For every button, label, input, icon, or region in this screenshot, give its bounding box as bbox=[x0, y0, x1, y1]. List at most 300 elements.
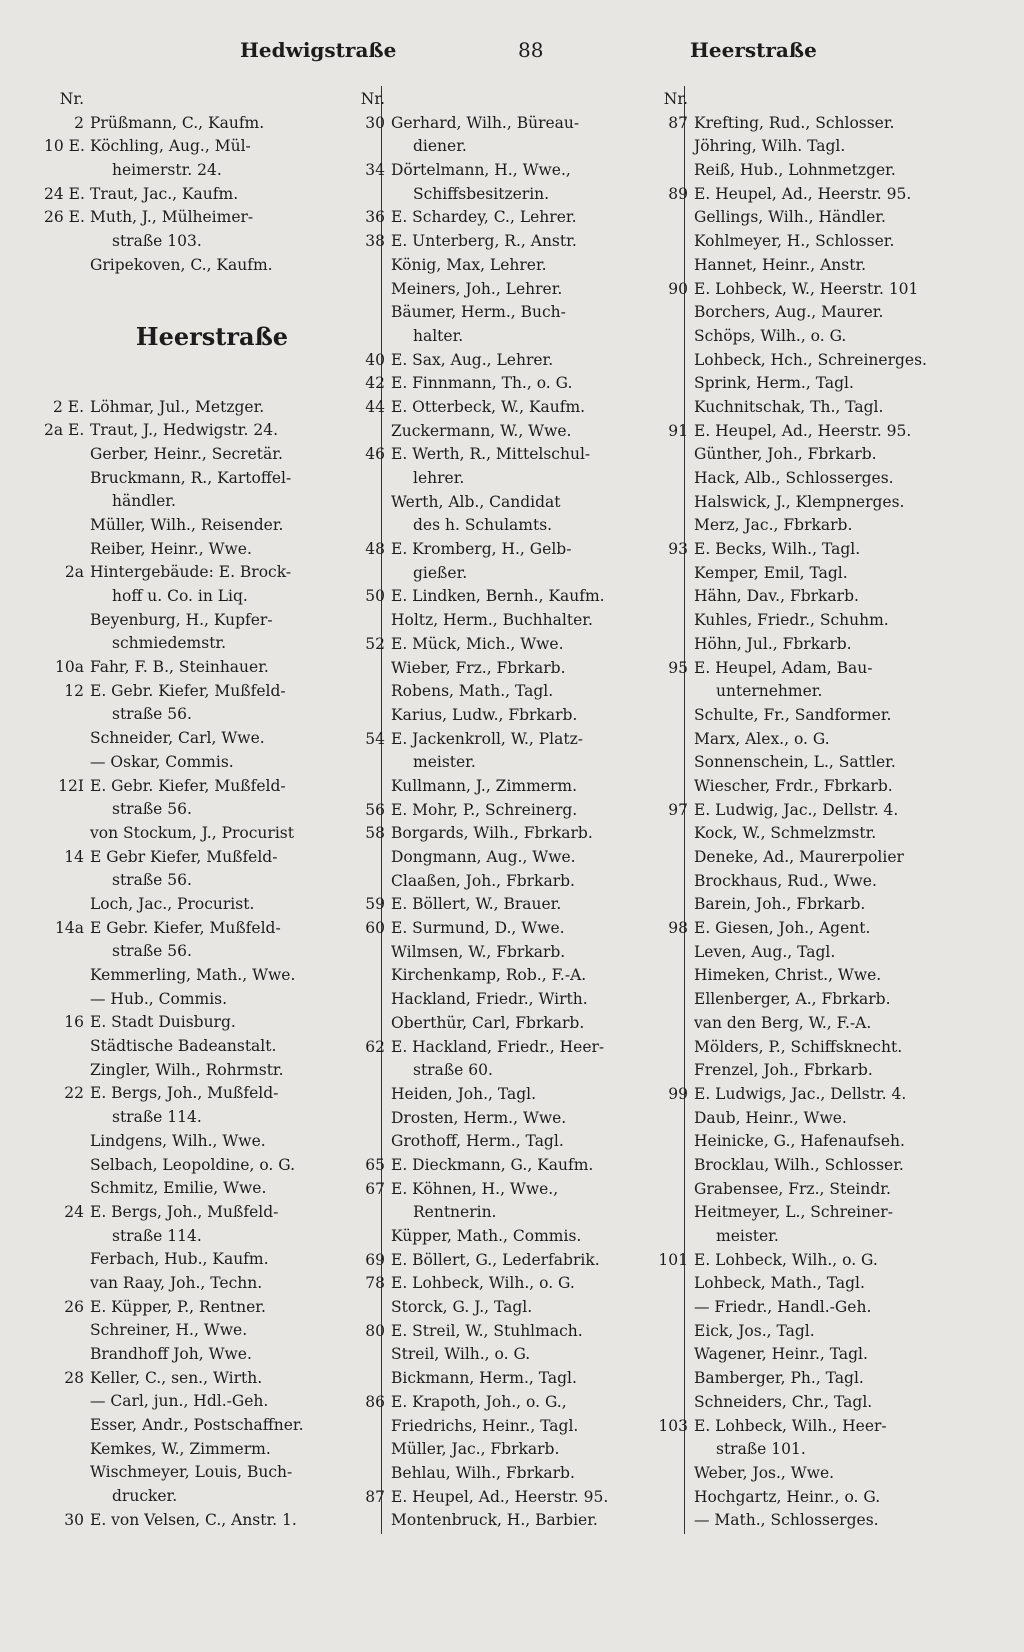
resident-text: Meiners, Joh., Lehrer. bbox=[391, 279, 563, 298]
directory-entry bbox=[648, 159, 988, 183]
directory-entry bbox=[44, 1011, 380, 1035]
directory-entry bbox=[345, 514, 681, 538]
house-number bbox=[44, 1177, 90, 1201]
directory-entry bbox=[345, 728, 681, 752]
resident-text: Streil, Wilh., o. G. bbox=[391, 1345, 531, 1364]
directory-entry bbox=[648, 491, 988, 515]
resident-text: Bruckmann, R., Kartoffel- bbox=[90, 468, 292, 487]
directory-entry bbox=[345, 1272, 681, 1296]
directory-entry bbox=[345, 585, 681, 609]
resident-text: Wagener, Heinr., Tagl. bbox=[694, 1345, 868, 1364]
resident-text: Kohlmeyer, H., Schlosser. bbox=[694, 232, 895, 251]
directory-entry bbox=[648, 514, 988, 538]
house-number bbox=[648, 1391, 694, 1415]
directory-entry bbox=[44, 514, 380, 538]
resident-text: E. Lohbeck, Wilh., o. G. bbox=[391, 1274, 575, 1293]
resident-text: Halswick, J., Klempnerges. bbox=[694, 492, 905, 511]
resident-text: E. Gebr. Kiefer, Mußfeld- bbox=[90, 776, 286, 795]
resident-text: Bäumer, Herm., Buch- bbox=[391, 303, 566, 322]
resident-text: E. Unterberg, R., Anstr. bbox=[391, 232, 577, 251]
directory-entry bbox=[345, 846, 681, 870]
house-number bbox=[44, 467, 90, 491]
house-number: 10a bbox=[55, 658, 84, 677]
house-number bbox=[44, 254, 90, 278]
resident-text: E. Lindken, Bernh., Kaufm. bbox=[391, 587, 605, 606]
resident-text: E. Surmund, D., Wwe. bbox=[391, 919, 565, 938]
resident-text: Traut, Jac., Kaufm. bbox=[90, 184, 239, 203]
house-number: 40 bbox=[365, 350, 385, 369]
house-number bbox=[345, 1415, 391, 1439]
house-number bbox=[44, 538, 90, 562]
directory-entry bbox=[345, 1320, 681, 1344]
directory-entry bbox=[648, 1509, 988, 1533]
house-number bbox=[648, 988, 694, 1012]
directory-entry bbox=[648, 1107, 988, 1131]
directory-entry bbox=[44, 230, 380, 254]
directory-entry bbox=[648, 988, 988, 1012]
resident-text: Fahr, F. B., Steinhauer. bbox=[90, 658, 269, 677]
house-number bbox=[44, 1438, 90, 1462]
house-number: Nr. bbox=[59, 90, 84, 108]
house-number: 101 bbox=[658, 1250, 688, 1269]
house-number bbox=[44, 514, 90, 538]
house-number bbox=[648, 1462, 694, 1486]
resident-text: E. Ludwigs, Jac., Dellstr. 4. bbox=[694, 1084, 907, 1103]
house-number bbox=[648, 562, 694, 586]
house-number: 95 bbox=[668, 658, 688, 677]
house-number bbox=[44, 609, 90, 633]
directory-entry bbox=[345, 1296, 681, 1320]
directory-entry bbox=[44, 680, 380, 704]
resident-text: Hintergebäude: E. Brock- bbox=[90, 563, 292, 582]
house-number bbox=[44, 798, 90, 822]
directory-entry bbox=[44, 751, 380, 775]
house-number: 14 bbox=[64, 847, 84, 866]
house-number bbox=[648, 1367, 694, 1391]
directory-entry bbox=[345, 1391, 681, 1415]
directory-entry bbox=[44, 893, 380, 917]
house-number bbox=[648, 680, 694, 704]
directory-entry bbox=[345, 135, 681, 159]
house-number: 48 bbox=[365, 540, 385, 559]
resident-text: Sprink, Herm., Tagl. bbox=[694, 374, 854, 393]
resident-text: Borchers, Aug., Maurer. bbox=[694, 303, 884, 322]
directory-entry bbox=[44, 1154, 380, 1178]
resident-text: Kullmann, J., Zimmerm. bbox=[391, 776, 578, 795]
house-number: 38 bbox=[365, 232, 385, 251]
directory-entry bbox=[345, 609, 681, 633]
house-number bbox=[44, 230, 90, 254]
directory-entry bbox=[44, 1461, 380, 1485]
house-number bbox=[345, 254, 391, 278]
directory-entry bbox=[44, 964, 380, 988]
resident-text: Schneider, Carl, Wwe. bbox=[90, 729, 265, 748]
house-number bbox=[648, 1509, 694, 1533]
directory-entry bbox=[345, 183, 681, 207]
resident-text: Grabensee, Frz., Steindr. bbox=[694, 1179, 891, 1198]
directory-entry bbox=[44, 1272, 380, 1296]
house-number bbox=[345, 562, 391, 586]
house-number bbox=[648, 1343, 694, 1367]
resident-text: des h. Schulamts. bbox=[413, 516, 553, 535]
directory-entry bbox=[44, 1438, 380, 1462]
house-number bbox=[345, 751, 391, 775]
house-number: 16 bbox=[64, 1013, 84, 1032]
resident-text: Wiescher, Frdr., Fbrkarb. bbox=[694, 776, 893, 795]
resident-text: E. Ludwig, Jac., Dellstr. 4. bbox=[694, 800, 899, 819]
column-1 bbox=[44, 88, 380, 1533]
resident-text: straße 56. bbox=[112, 871, 192, 890]
house-number bbox=[345, 1012, 391, 1036]
house-number bbox=[648, 443, 694, 467]
directory-entry bbox=[345, 230, 681, 254]
resident-text: von Stockum, J., Procurist bbox=[90, 823, 294, 842]
house-number bbox=[345, 420, 391, 444]
house-number: 69 bbox=[365, 1250, 385, 1269]
directory-entry bbox=[345, 420, 681, 444]
house-number: 10 E. bbox=[44, 137, 85, 156]
resident-text: Hack, Alb., Schlosserges. bbox=[694, 469, 894, 487]
directory-entry bbox=[345, 1178, 681, 1202]
house-number: 12 bbox=[64, 681, 84, 700]
resident-text: Kock, W., Schmelzmstr. bbox=[694, 824, 877, 843]
resident-text: E. Krapoth, Joh., o. G., bbox=[391, 1392, 567, 1411]
directory-entry bbox=[648, 183, 988, 207]
resident-text: Heitmeyer, L., Schreiner- bbox=[694, 1203, 893, 1222]
house-number bbox=[345, 1367, 391, 1391]
directory-entry bbox=[44, 727, 380, 751]
resident-text: Weber, Jos., Wwe. bbox=[694, 1463, 835, 1482]
directory-entry bbox=[345, 1083, 681, 1107]
resident-text: Brandhoff Joh, Wwe. bbox=[90, 1345, 252, 1363]
resident-text: Grothoff, Herm., Tagl. bbox=[391, 1132, 564, 1151]
house-number bbox=[44, 443, 90, 467]
resident-text: halter. bbox=[413, 326, 464, 345]
resident-text: Lindgens, Wilh., Wwe. bbox=[90, 1131, 266, 1150]
house-number bbox=[648, 349, 694, 373]
house-number bbox=[44, 159, 90, 183]
directory-entry bbox=[44, 1106, 380, 1130]
directory-entry bbox=[648, 1012, 988, 1036]
directory-entry bbox=[648, 680, 988, 704]
directory-entry bbox=[345, 1107, 681, 1131]
resident-text: E. Schardey, C., Lehrer. bbox=[391, 208, 577, 227]
house-number bbox=[345, 1462, 391, 1486]
house-number bbox=[345, 704, 391, 728]
house-number bbox=[44, 490, 90, 514]
directory-entry bbox=[648, 1059, 988, 1083]
resident-text: Heinicke, G., Hafenaufseh. bbox=[694, 1132, 905, 1151]
resident-text: — Oskar, Commis. bbox=[90, 752, 234, 771]
directory-entry bbox=[345, 159, 681, 183]
directory-entry bbox=[44, 112, 380, 136]
house-number bbox=[648, 1225, 694, 1249]
resident-text: Himeken, Christ., Wwe. bbox=[694, 966, 882, 985]
house-number bbox=[648, 822, 694, 846]
resident-text: Claaßen, Joh., Fbrkarb. bbox=[391, 871, 575, 890]
house-number: 34 bbox=[365, 161, 385, 180]
directory-entry bbox=[345, 1225, 681, 1249]
house-number bbox=[345, 1083, 391, 1107]
house-number: 42 bbox=[365, 374, 385, 393]
house-number: 28 bbox=[64, 1368, 84, 1387]
directory-entry bbox=[648, 964, 988, 988]
house-number bbox=[345, 870, 391, 894]
resident-text: Ellenberger, A., Fbrkarb. bbox=[694, 990, 891, 1009]
resident-text: — Math., Schlosserges. bbox=[694, 1511, 879, 1530]
directory-entry bbox=[44, 703, 380, 727]
directory-entry bbox=[44, 538, 380, 562]
house-number: 62 bbox=[365, 1037, 385, 1056]
house-number bbox=[345, 846, 391, 870]
resident-text: Leven, Aug., Tagl. bbox=[694, 942, 836, 961]
resident-text: E. Böllert, G., Lederfabrik. bbox=[391, 1250, 600, 1269]
resident-text: diener. bbox=[413, 137, 467, 156]
directory-entry bbox=[44, 490, 380, 514]
resident-text: — Friedr., Handl.-Geh. bbox=[694, 1298, 872, 1317]
house-number: 93 bbox=[668, 540, 688, 559]
house-number: 99 bbox=[668, 1084, 688, 1103]
house-number: 14a bbox=[55, 918, 84, 937]
directory-entry bbox=[648, 1415, 988, 1439]
directory-entry bbox=[345, 562, 681, 586]
directory-entry bbox=[648, 1296, 988, 1320]
house-number bbox=[345, 1201, 391, 1225]
directory-entry bbox=[44, 869, 380, 893]
resident-text: händler. bbox=[112, 492, 176, 511]
resident-text: straße 103. bbox=[112, 232, 202, 251]
directory-entry bbox=[345, 491, 681, 515]
resident-text: Kemkes, W., Zimmerm. bbox=[90, 1439, 271, 1458]
directory-entry bbox=[44, 917, 380, 941]
resident-text: Müller, Jac., Fbrkarb. bbox=[391, 1440, 560, 1459]
resident-text: Löhmar, Jul., Metzger. bbox=[90, 397, 265, 416]
directory-entry bbox=[44, 988, 380, 1012]
resident-text: E. Mohr, P., Schreinerg. bbox=[391, 800, 578, 819]
house-number bbox=[345, 680, 391, 704]
house-number bbox=[44, 1319, 90, 1343]
house-number bbox=[648, 1486, 694, 1510]
house-number bbox=[44, 1343, 90, 1367]
resident-text: Gellings, Wilh., Händler. bbox=[694, 208, 886, 227]
directory-entry bbox=[44, 443, 380, 467]
directory-entry bbox=[345, 278, 681, 302]
directory-entry bbox=[648, 917, 988, 941]
house-number bbox=[345, 467, 391, 491]
directory-entry bbox=[44, 798, 380, 822]
resident-text: E. Küpper, P., Rentner. bbox=[90, 1297, 266, 1316]
house-number bbox=[44, 1248, 90, 1272]
house-number bbox=[345, 1296, 391, 1320]
house-number bbox=[345, 988, 391, 1012]
directory-entry bbox=[44, 1485, 380, 1509]
directory-entry bbox=[44, 135, 380, 159]
resident-text: Schreiner, H., Wwe. bbox=[90, 1321, 248, 1340]
resident-text: Mölders, P., Schiffsknecht. bbox=[694, 1037, 903, 1056]
directory-entry bbox=[648, 301, 988, 325]
resident-text: Holtz, Herm., Buchhalter. bbox=[391, 611, 593, 630]
resident-text: E. Giesen, Joh., Agent. bbox=[694, 919, 871, 938]
house-number bbox=[44, 585, 90, 609]
directory-entry bbox=[648, 657, 988, 681]
house-number: 24 E. bbox=[44, 184, 85, 203]
directory-entry bbox=[345, 964, 681, 988]
resident-text: Ferbach, Hub., Kaufm. bbox=[90, 1250, 269, 1269]
resident-text: Storck, G. J., Tagl. bbox=[391, 1298, 533, 1317]
house-number bbox=[44, 1414, 90, 1438]
resident-text: Kemper, Emil, Tagl. bbox=[694, 563, 848, 582]
house-number bbox=[648, 514, 694, 538]
directory-entry bbox=[345, 870, 681, 894]
directory-entry bbox=[44, 1296, 380, 1320]
house-number bbox=[648, 1296, 694, 1320]
house-number: 26 bbox=[64, 1297, 84, 1316]
resident-text: E. Bergs, Joh., Mußfeld- bbox=[90, 1084, 279, 1103]
directory-entry bbox=[44, 419, 380, 443]
directory-entry bbox=[44, 775, 380, 799]
directory-entry bbox=[345, 1012, 681, 1036]
resident-text: Selbach, Leopoldine, o. G. bbox=[90, 1155, 295, 1174]
resident-text: E. Sax, Aug., Lehrer. bbox=[391, 350, 554, 369]
resident-text: E. Lohbeck, Wilh., o. G. bbox=[694, 1250, 878, 1269]
house-number bbox=[648, 775, 694, 799]
house-number: 2a E. bbox=[44, 421, 85, 440]
resident-text: Lohbeck, Hch., Schreinerges. bbox=[694, 350, 927, 369]
house-number bbox=[648, 1059, 694, 1083]
directory-entry bbox=[44, 1367, 380, 1391]
resident-text: Rentnerin. bbox=[413, 1203, 497, 1222]
resident-text: Wieber, Frz., Fbrkarb. bbox=[391, 658, 566, 677]
directory-entry bbox=[648, 230, 988, 254]
column-header bbox=[345, 88, 681, 112]
house-number bbox=[345, 514, 391, 538]
house-number: 26 E. bbox=[44, 208, 85, 227]
directory-entry bbox=[648, 112, 988, 136]
resident-text: Kemmerling, Math., Wwe. bbox=[90, 966, 296, 984]
directory-entry bbox=[648, 585, 988, 609]
resident-text: Kuchnitschak, Th., Tagl. bbox=[694, 397, 884, 416]
resident-text: Höhn, Jul., Fbrkarb. bbox=[694, 634, 852, 653]
directory-entry bbox=[648, 633, 988, 657]
resident-text: Zingler, Wilh., Rohrmstr. bbox=[90, 1060, 284, 1079]
directory-entry bbox=[44, 1035, 380, 1059]
house-number: 12I bbox=[58, 776, 84, 795]
house-number bbox=[648, 704, 694, 728]
directory-entry bbox=[44, 1201, 380, 1225]
resident-text: straße 56. bbox=[112, 705, 192, 724]
house-number bbox=[44, 1035, 90, 1059]
resident-text: Marx, Alex., o. G. bbox=[694, 729, 830, 748]
resident-text: Krefting, Rud., Schlosser. bbox=[694, 113, 895, 132]
directory-entry bbox=[44, 561, 380, 585]
resident-text: E Gebr Kiefer, Mußfeld- bbox=[90, 847, 278, 866]
house-number bbox=[648, 372, 694, 396]
house-number: 24 bbox=[64, 1202, 84, 1221]
resident-text: Behlau, Wilh., Fbrkarb. bbox=[391, 1463, 575, 1482]
directory-entry bbox=[44, 656, 380, 680]
house-number bbox=[648, 870, 694, 894]
house-number bbox=[44, 1106, 90, 1130]
house-number bbox=[44, 727, 90, 751]
resident-text: Heiden, Joh., Tagl. bbox=[391, 1084, 537, 1103]
resident-text: Hannet, Heinr., Anstr. bbox=[694, 255, 867, 274]
directory-entry bbox=[648, 1249, 988, 1273]
house-number bbox=[44, 1059, 90, 1083]
resident-text: Hähn, Dav., Fbrkarb. bbox=[694, 587, 859, 606]
house-number bbox=[648, 1036, 694, 1060]
resident-text: hoff u. Co. in Liq. bbox=[112, 587, 248, 605]
house-number bbox=[345, 1509, 391, 1533]
directory-entry bbox=[345, 372, 681, 396]
resident-text: Reiß, Hub., Lohnmetzger. bbox=[694, 161, 896, 180]
house-number: 103 bbox=[658, 1416, 688, 1435]
house-number bbox=[44, 822, 90, 846]
resident-text: meister. bbox=[716, 1227, 779, 1245]
directory-entry bbox=[648, 1462, 988, 1486]
directory-entry bbox=[648, 609, 988, 633]
resident-text: E. Mück, Mich., Wwe. bbox=[391, 634, 564, 653]
house-number: 65 bbox=[365, 1155, 385, 1174]
directory-entry bbox=[44, 1414, 380, 1438]
resident-text: Werth, Alb., Candidat bbox=[391, 492, 561, 511]
house-number bbox=[44, 988, 90, 1012]
resident-text: Eick, Jos., Tagl. bbox=[694, 1321, 815, 1340]
directory-entry bbox=[345, 799, 681, 823]
house-number: 58 bbox=[365, 824, 385, 843]
directory-entry bbox=[648, 349, 988, 373]
directory-entry bbox=[44, 1248, 380, 1272]
resident-text: Prüßmann, C., Kaufm. bbox=[90, 113, 265, 132]
resident-text: E. Stadt Duisburg. bbox=[90, 1013, 236, 1032]
directory-entry bbox=[648, 1225, 988, 1249]
house-number bbox=[345, 964, 391, 988]
directory-entry bbox=[648, 799, 988, 823]
directory-entry bbox=[345, 1130, 681, 1154]
directory-entry bbox=[345, 1415, 681, 1439]
resident-text: Muth, J., Mülheimer- bbox=[90, 208, 254, 227]
house-number bbox=[345, 1130, 391, 1154]
running-head-right: Heerstraße bbox=[690, 38, 817, 62]
directory-entry bbox=[648, 1178, 988, 1202]
resident-text: Esser, Andr., Postschaffner. bbox=[90, 1416, 304, 1435]
house-number bbox=[648, 1320, 694, 1344]
directory-entry bbox=[345, 1343, 681, 1367]
house-number bbox=[648, 1272, 694, 1296]
directory-entry bbox=[345, 467, 681, 491]
directory-entry bbox=[648, 1083, 988, 1107]
house-number: 2 bbox=[74, 113, 84, 132]
resident-text: E. Kromberg, H., Gelb- bbox=[391, 540, 572, 559]
directory-entry bbox=[648, 443, 988, 467]
resident-text: Dongmann, Aug., Wwe. bbox=[391, 848, 576, 866]
resident-text: meister. bbox=[413, 753, 476, 772]
directory-entry bbox=[648, 1320, 988, 1344]
directory-entry bbox=[345, 112, 681, 136]
directory-entry bbox=[648, 1130, 988, 1154]
house-number bbox=[648, 135, 694, 159]
house-number: 91 bbox=[668, 421, 688, 440]
resident-text: E. Böllert, W., Brauer. bbox=[391, 895, 562, 914]
resident-text: E. Köhnen, H., Wwe., bbox=[391, 1179, 559, 1198]
house-number: 52 bbox=[365, 634, 385, 653]
directory-entry bbox=[44, 846, 380, 870]
house-number bbox=[345, 1225, 391, 1249]
resident-text: E. Heupel, Ad., Heerstr. 95. bbox=[391, 1487, 609, 1506]
house-number bbox=[44, 1272, 90, 1296]
directory-entry bbox=[648, 1272, 988, 1296]
directory-entry bbox=[648, 775, 988, 799]
house-number bbox=[44, 1485, 90, 1509]
